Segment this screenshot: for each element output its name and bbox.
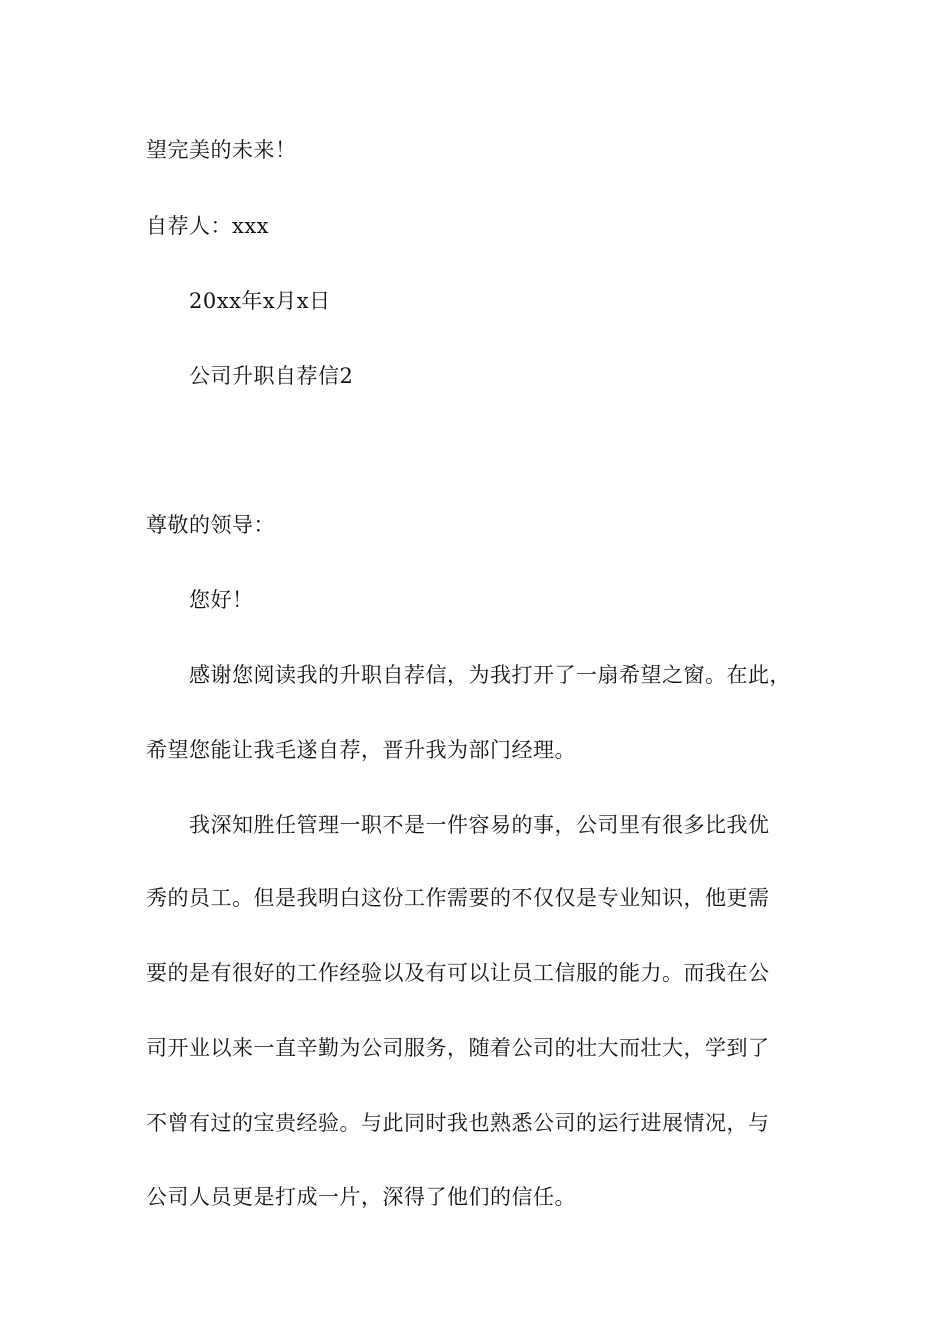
paragraph-line: 希望您能让我毛遂自荐，晋升我为部门经理。: [146, 738, 576, 762]
salutation: 尊敬的领导：: [146, 513, 275, 537]
paragraph-line: 我深知胜任管理一职不是一件容易的事，公司里有很多比我优: [189, 813, 770, 837]
letter-title: 公司升职自荐信2: [189, 364, 354, 388]
paragraph-line: 要的是有很好的工作经验以及有可以让员工信服的能力。而我在公: [146, 961, 770, 985]
paragraph-line: 司开业以来一直辛勤为公司服务，随着公司的壮大而壮大，学到了: [146, 1036, 770, 1060]
paragraph-line: 不曾有过的宝贵经验。与此同时我也熟悉公司的运行进展情况，与: [146, 1111, 770, 1135]
closing-line: 望完美的未来！: [146, 138, 297, 162]
greeting: 您好！: [189, 588, 254, 612]
paragraph-line: 感谢您阅读我的升职自荐信，为我打开了一扇希望之窗。在此，: [189, 663, 791, 687]
date-line: 20xx年x月x日: [189, 289, 331, 313]
paragraph-line: 公司人员更是打成一片，深得了他们的信任。: [146, 1185, 576, 1209]
paragraph-line: 秀的员工。但是我明白这份工作需要的不仅仅是专业知识，他更需: [146, 886, 770, 910]
signature-line: 自荐人：xxx: [146, 214, 270, 238]
